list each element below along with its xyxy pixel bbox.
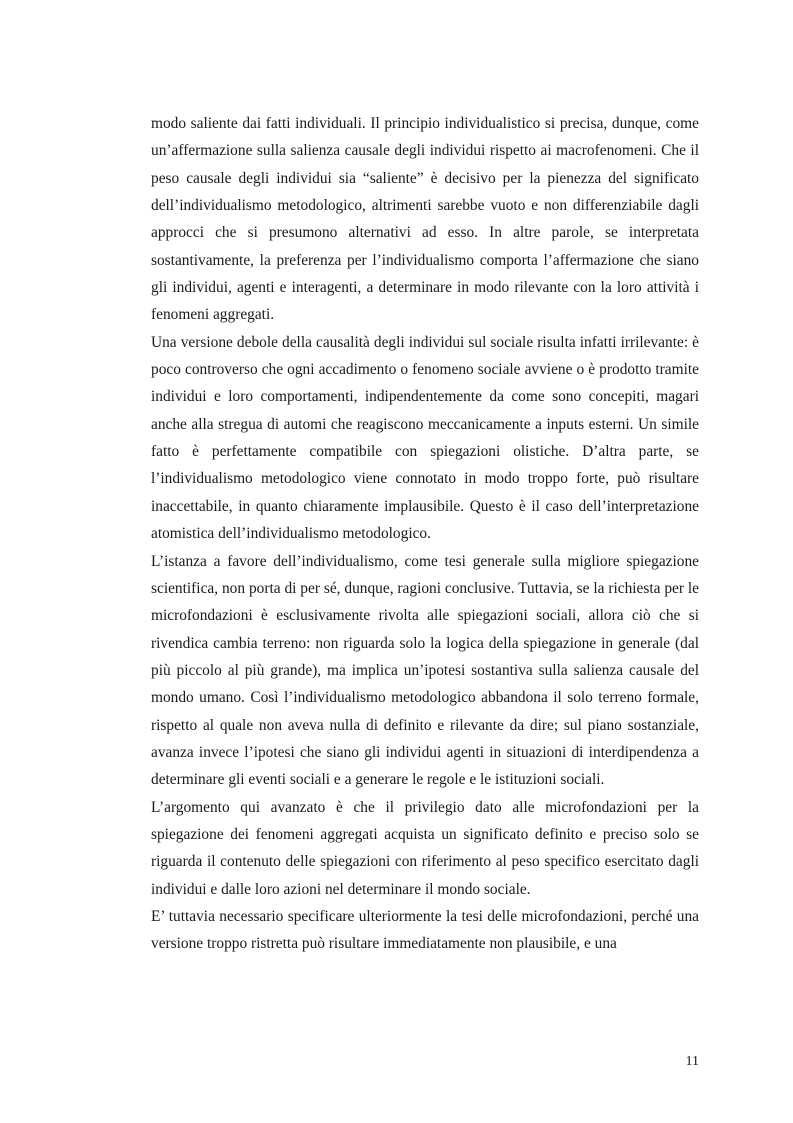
paragraph-1: modo saliente dai fatti individuali. Il principio individualistico si precisa, dunque, come un’affermazione sulla salienza causale degli individui rispetto ai macrofenomeni. Che il peso causale degli individui sia “saliente” è decisivo per la pienezza del significato dell’individualismo metodologico, altrimenti sarebbe vuoto e non differenziabile dagli approcci che si presumono alternativi ad esso. In altre parole, se interpretata sostantivamente, la preferenza per l’individualismo comporta l’affermazione che siano gli individui, agenti e interagenti, a determinare in modo rilevante con la loro attività i fenomeni aggregati.: [151, 115, 699, 324]
paragraph-2: Una versione debole della causalità degli individui sul sociale risulta infatti irrilevante: è poco controverso che ogni accadimento o fenomeno sociale avviene o è prodotto tramite individui e loro comportamenti, indipendentemente da come sono concepiti, magari anche alla stregua di automi che reagiscono meccanicamente a inputs esterni. Un simile fatto è perfettamente compatibile con spiegazioni olistiche. D’altra parte, se l’individualismo metodologico viene connotato in modo troppo forte, può risultare inaccettabile, in quanto chiaramente implausibile. Questo è il caso dell’interpretazione atomistica dell’individualismo metodologico.: [151, 333, 699, 543]
paragraph-3: L’istanza a favore dell’individualismo, come tesi generale sulla migliore spiegazione scientifica, non porta di per sé, dunque, ragioni conclusive. Tuttavia, se la richiesta per le microfondazioni è esclusivamente rivolta alle spiegazioni sociali, allora ciò che si rivendica cambia terreno: non riguarda solo la logica della spiegazione in generale (dal più piccolo al più grande), ma implica un’ipotesi sostantiva sulla salienza causale del mondo umano. Così l’individualismo metodologico abbandona il solo terreno formale, rispetto al quale non aveva nulla di definito e rilevante da dire; sul piano sostanziale, avanza invece l’ipotesi che siano gli individui agenti in situazioni di interdipendenza a determinare gli eventi sociali e a generare le regole e le istituzioni sociali.: [151, 552, 699, 789]
paragraph-4: L’argomento qui avanzato è che il privilegio dato alle microfondazioni per la spiegazione dei fenomeni aggregati acquista un significato definito e preciso solo se riguarda il contenuto delle spiegazioni con riferimento al peso specifico esercitato dagli individui e dalle loro azioni nel determinare il mondo sociale.: [151, 798, 699, 898]
page-number: 11: [685, 1054, 699, 1069]
paragraph-5: E’ tuttavia necessario specificare ulteriormente la tesi delle microfondazioni, perché una versione troppo ristretta può risultare immediatamente non plausibile, e una: [151, 907, 699, 953]
body-text: [151, 110, 699, 958]
